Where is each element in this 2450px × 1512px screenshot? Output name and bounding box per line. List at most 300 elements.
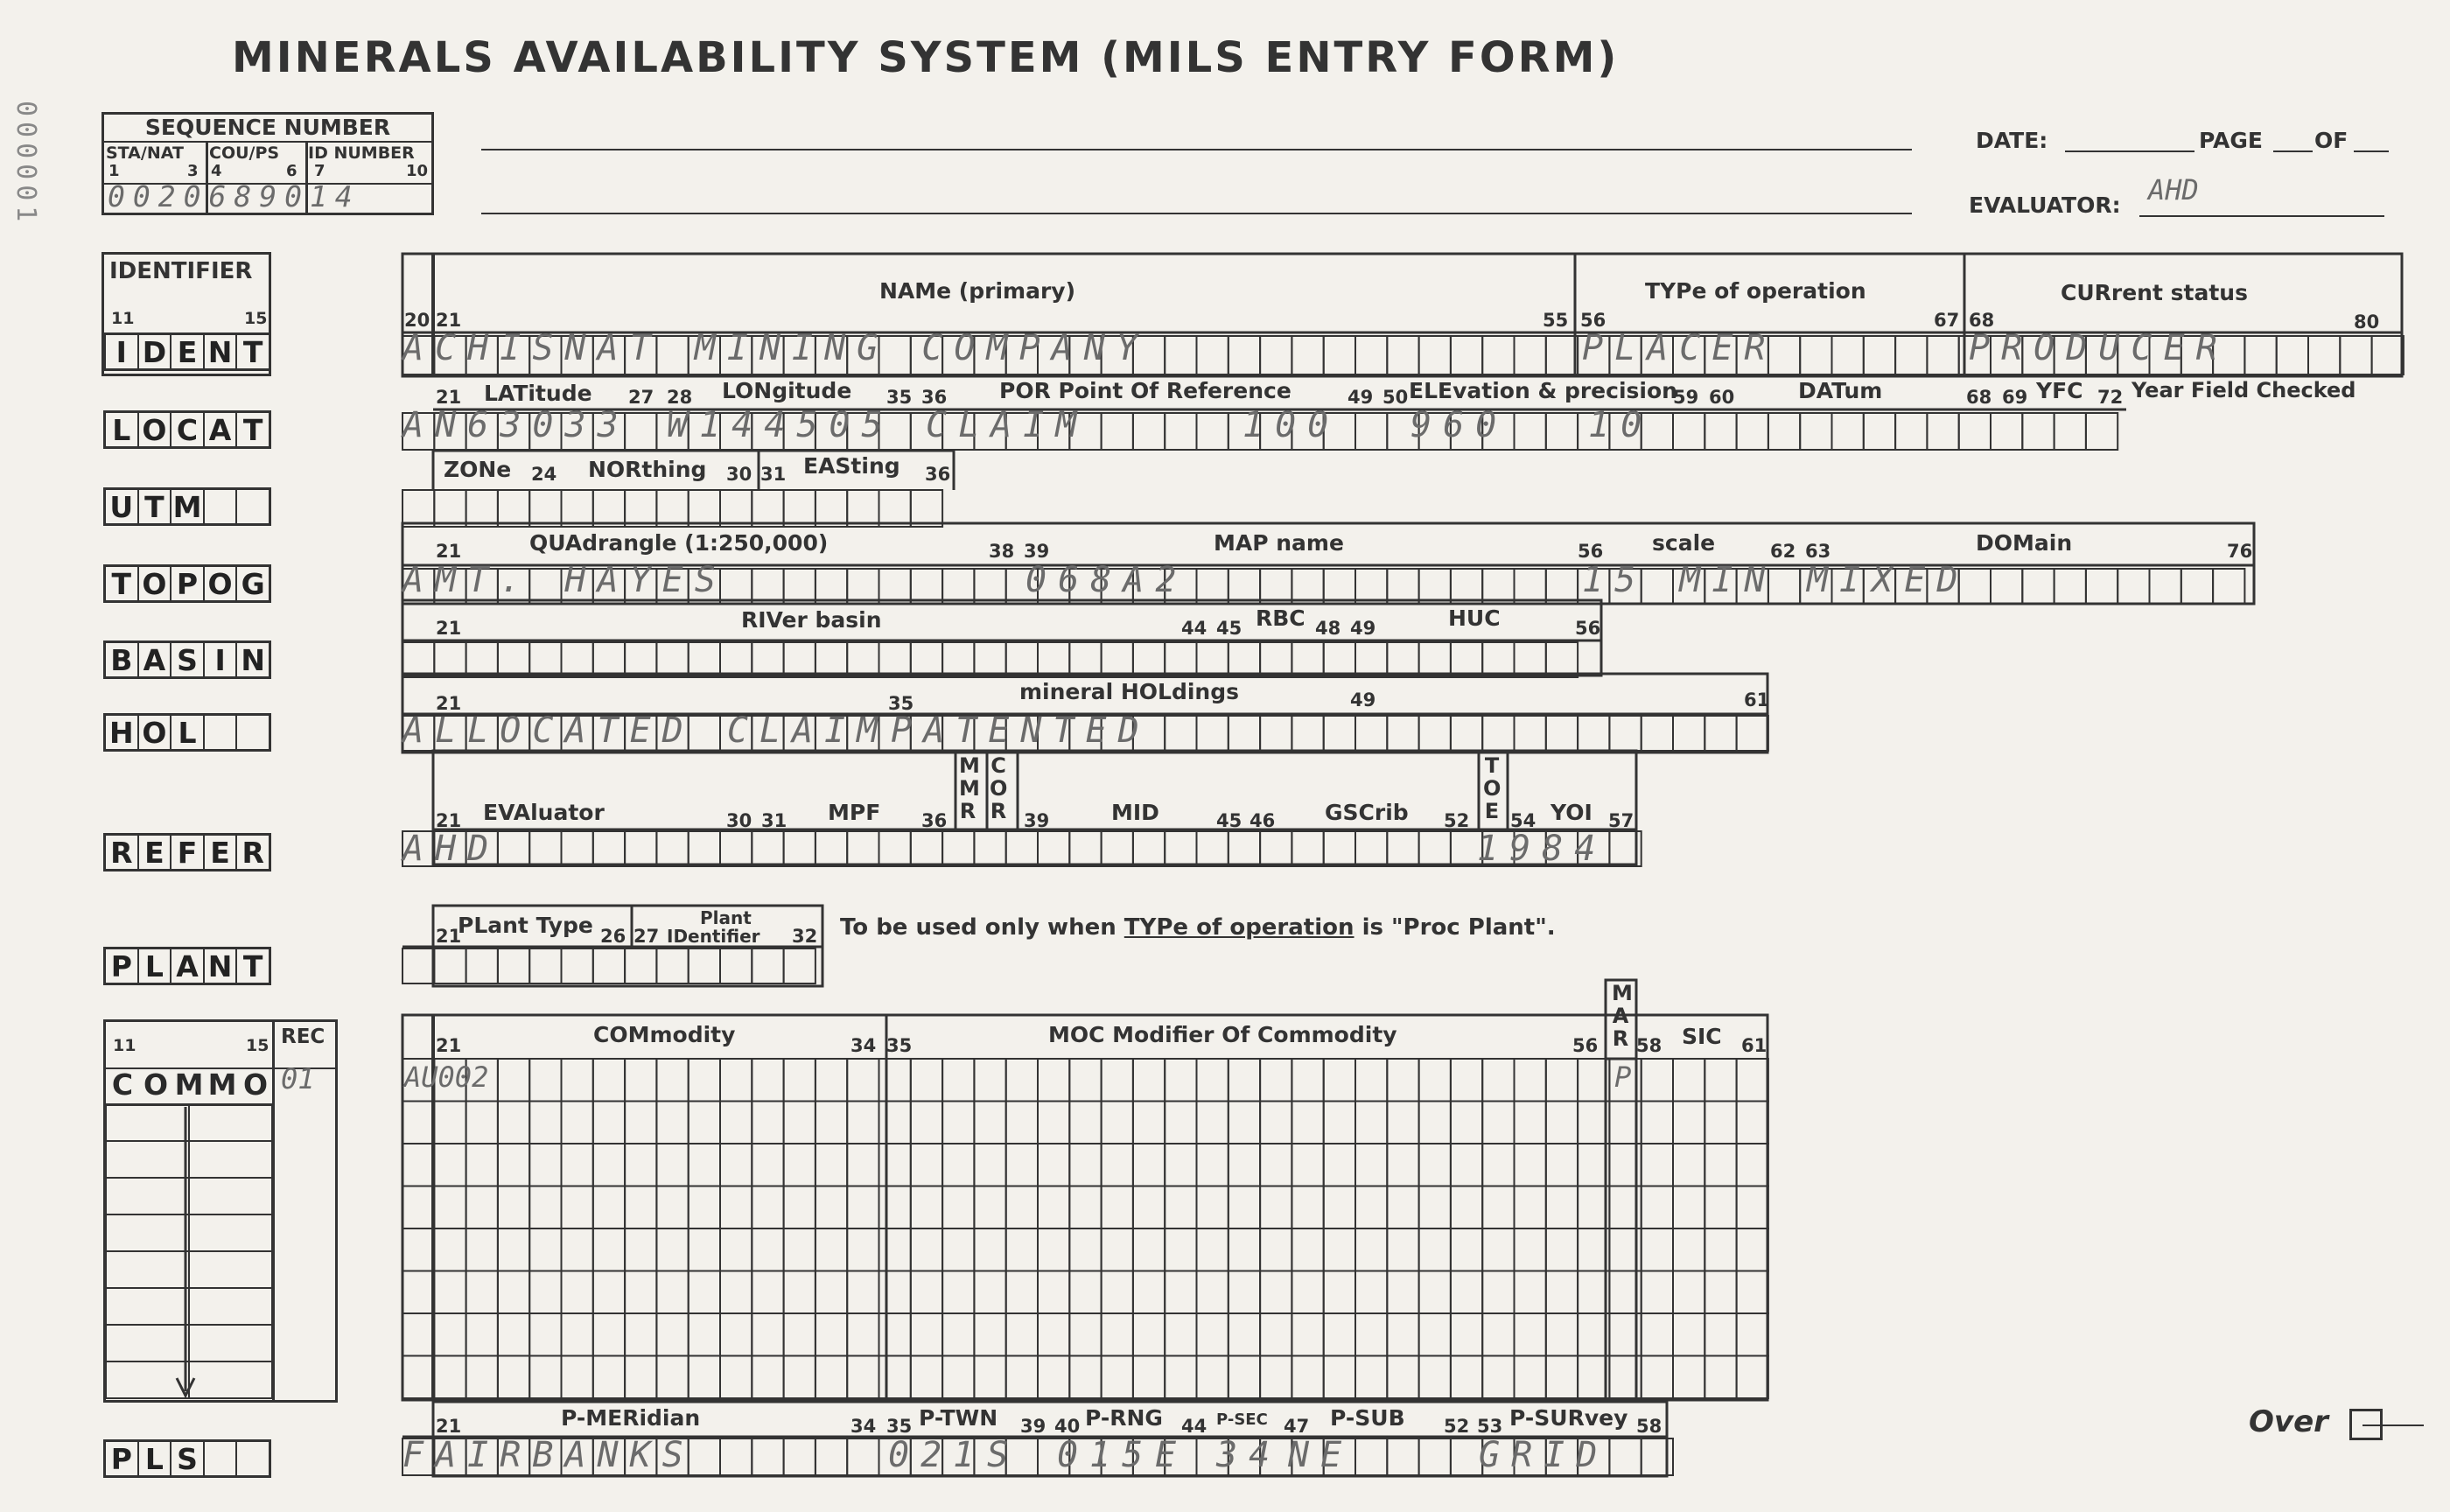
cell[interactable] (593, 948, 625, 984)
cell[interactable] (784, 1144, 816, 1186)
cell[interactable] (1069, 1228, 1101, 1271)
cell[interactable] (1704, 1186, 1736, 1229)
cell[interactable] (656, 642, 688, 677)
cell[interactable] (434, 642, 466, 677)
cell[interactable] (879, 1228, 911, 1271)
cell[interactable] (1165, 336, 1196, 374)
cell[interactable] (752, 831, 783, 866)
cell[interactable] (1546, 642, 1578, 677)
cell[interactable] (593, 1313, 625, 1356)
cell[interactable] (434, 1356, 466, 1399)
cell[interactable] (1546, 1356, 1578, 1399)
cell[interactable] (911, 642, 942, 677)
cell[interactable] (529, 1313, 561, 1356)
cell[interactable] (689, 948, 720, 984)
cell[interactable] (189, 1178, 272, 1214)
cell[interactable] (656, 831, 688, 866)
cell[interactable] (1292, 1313, 1323, 1356)
cell[interactable] (1673, 1059, 1704, 1102)
cell[interactable] (1197, 831, 1228, 866)
cell[interactable] (1515, 1356, 1546, 1399)
cell[interactable] (1133, 831, 1165, 866)
cell[interactable] (1387, 1059, 1418, 1102)
cell[interactable] (1704, 1102, 1736, 1144)
cell[interactable] (466, 1356, 498, 1399)
cell[interactable] (879, 1356, 911, 1399)
cell[interactable] (689, 1356, 720, 1399)
cell[interactable] (1451, 1356, 1482, 1399)
cell[interactable] (911, 1228, 942, 1271)
cell[interactable] (720, 1059, 752, 1102)
cell[interactable] (434, 1313, 466, 1356)
cell[interactable] (942, 831, 974, 866)
cell[interactable] (1387, 1186, 1418, 1229)
cell[interactable] (1197, 1313, 1228, 1356)
cell[interactable] (498, 831, 529, 866)
cell[interactable] (1069, 831, 1101, 866)
cell[interactable] (1197, 716, 1228, 751)
cell[interactable] (1260, 1144, 1292, 1186)
cell[interactable] (1451, 1313, 1482, 1356)
cell[interactable] (402, 1271, 434, 1314)
cell[interactable] (1006, 1144, 1038, 1186)
cell[interactable] (656, 490, 688, 527)
cell[interactable] (1546, 413, 1578, 450)
cell[interactable] (2244, 336, 2276, 374)
cell[interactable] (1355, 1271, 1387, 1314)
cell[interactable] (1355, 569, 1387, 604)
cell[interactable] (1197, 1271, 1228, 1314)
cell[interactable] (1387, 1313, 1418, 1356)
cell[interactable] (784, 569, 816, 604)
cell[interactable] (402, 600, 1601, 676)
cell[interactable] (1228, 569, 1260, 604)
cell[interactable] (1419, 1102, 1451, 1144)
cell[interactable] (1419, 642, 1451, 677)
cell[interactable] (1355, 1186, 1387, 1229)
cell[interactable] (1228, 642, 1260, 677)
cell[interactable] (1355, 642, 1387, 677)
cell[interactable] (1324, 1271, 1355, 1314)
cell[interactable] (784, 642, 816, 677)
cell[interactable] (1102, 1356, 1133, 1399)
cell[interactable] (1482, 1059, 1514, 1102)
cell[interactable] (466, 1144, 498, 1186)
cell[interactable] (1515, 642, 1546, 677)
cell[interactable] (1387, 569, 1418, 604)
cell[interactable] (562, 1356, 593, 1399)
cell[interactable] (1387, 831, 1418, 866)
cell[interactable] (1737, 1228, 1768, 1271)
cell[interactable] (189, 1325, 272, 1362)
cell[interactable] (1515, 1228, 1546, 1271)
cell[interactable] (1292, 1144, 1323, 1186)
cell[interactable] (1737, 1271, 1768, 1314)
cell[interactable] (1800, 336, 1831, 374)
cell[interactable] (752, 1438, 783, 1475)
cell[interactable] (942, 1186, 974, 1229)
cell[interactable] (434, 948, 466, 984)
cell[interactable] (1704, 1356, 1736, 1399)
cell[interactable] (752, 642, 783, 677)
cell[interactable] (562, 1313, 593, 1356)
cell[interactable] (1642, 1313, 1673, 1356)
cell[interactable] (1260, 1102, 1292, 1144)
cell[interactable] (1069, 1271, 1101, 1314)
cell[interactable] (1704, 1313, 1736, 1356)
cell[interactable] (879, 569, 911, 604)
cell[interactable] (1165, 716, 1196, 751)
cell[interactable] (1927, 336, 1958, 374)
cell[interactable] (402, 1313, 434, 1356)
cell[interactable] (402, 490, 434, 527)
cell[interactable] (1133, 1356, 1165, 1399)
cell[interactable] (1832, 413, 1864, 450)
cell[interactable] (1228, 1228, 1260, 1271)
cell[interactable] (1324, 716, 1355, 751)
cell[interactable] (1197, 336, 1228, 374)
cell[interactable] (1864, 413, 1895, 450)
cell[interactable] (1704, 716, 1736, 751)
cell[interactable] (879, 490, 911, 527)
cell[interactable] (1642, 1186, 1673, 1229)
cell[interactable] (434, 1228, 466, 1271)
cell[interactable] (1515, 1059, 1546, 1102)
cell[interactable] (1419, 569, 1451, 604)
cell[interactable] (1069, 1102, 1101, 1144)
cell[interactable] (1546, 716, 1578, 751)
cell[interactable] (1133, 1059, 1165, 1102)
cell[interactable] (593, 1059, 625, 1102)
cell[interactable] (847, 1102, 878, 1144)
cell[interactable] (1673, 1228, 1704, 1271)
cell[interactable] (1228, 1356, 1260, 1399)
cell[interactable] (1260, 1356, 1292, 1399)
cell[interactable] (942, 1313, 974, 1356)
cell[interactable] (784, 948, 816, 984)
cell[interactable] (466, 642, 498, 677)
cell[interactable] (689, 1102, 720, 1144)
cell[interactable] (498, 490, 529, 527)
cell[interactable] (2213, 569, 2244, 604)
cell[interactable] (1292, 642, 1323, 677)
cell[interactable] (784, 1102, 816, 1144)
cell[interactable] (1165, 1356, 1196, 1399)
cell[interactable] (1482, 1271, 1514, 1314)
cell[interactable] (1006, 1356, 1038, 1399)
cell[interactable] (529, 1144, 561, 1186)
cell[interactable] (1228, 1144, 1260, 1186)
cell[interactable] (2086, 413, 2118, 450)
cell[interactable] (1197, 413, 1228, 450)
cell[interactable] (529, 1102, 561, 1144)
cell[interactable] (1260, 1059, 1292, 1102)
cell[interactable] (784, 1356, 816, 1399)
cell[interactable] (752, 1059, 783, 1102)
cell[interactable] (1387, 1102, 1418, 1144)
cell[interactable] (1102, 413, 1133, 450)
cell[interactable] (2277, 336, 2308, 374)
cell[interactable] (1451, 1102, 1482, 1144)
cell[interactable] (562, 490, 593, 527)
cell[interactable] (816, 1144, 847, 1186)
cell[interactable] (1197, 642, 1228, 677)
cell[interactable] (625, 1356, 656, 1399)
cell[interactable] (1609, 716, 1641, 751)
cell[interactable] (1292, 1356, 1323, 1399)
cell[interactable] (2181, 569, 2213, 604)
cell[interactable] (847, 1438, 878, 1475)
cell[interactable] (1673, 1271, 1704, 1314)
cell[interactable] (1260, 716, 1292, 751)
cell[interactable] (752, 1144, 783, 1186)
cell[interactable] (1737, 1186, 1768, 1229)
cell[interactable] (689, 1271, 720, 1314)
cell[interactable] (911, 1102, 942, 1144)
cell[interactable] (1324, 1186, 1355, 1229)
cell[interactable] (911, 1271, 942, 1314)
cell[interactable] (433, 751, 1636, 864)
cell[interactable] (1038, 1313, 1069, 1356)
cell[interactable] (974, 1144, 1005, 1186)
cell[interactable] (1069, 1186, 1101, 1229)
cell[interactable] (593, 1228, 625, 1271)
cell[interactable] (189, 1214, 272, 1251)
cell[interactable] (1737, 1144, 1768, 1186)
cell[interactable] (720, 1271, 752, 1314)
cell[interactable] (1069, 1313, 1101, 1356)
cell[interactable] (1451, 336, 1482, 374)
cell[interactable] (816, 642, 847, 677)
cell[interactable] (784, 1186, 816, 1229)
cell[interactable] (1102, 1102, 1133, 1144)
cell[interactable] (1419, 1059, 1451, 1102)
cell[interactable] (974, 1271, 1005, 1314)
cell[interactable] (593, 831, 625, 866)
cell[interactable] (1768, 413, 1800, 450)
cell[interactable] (1451, 1144, 1482, 1186)
cell[interactable] (2086, 569, 2118, 604)
cell[interactable] (1133, 1313, 1165, 1356)
cell[interactable] (1197, 1144, 1228, 1186)
cell[interactable] (720, 1438, 752, 1475)
cell[interactable] (1387, 1356, 1418, 1399)
cell[interactable] (1737, 716, 1768, 751)
cell[interactable] (1197, 1059, 1228, 1102)
cell[interactable] (562, 1144, 593, 1186)
cell[interactable] (974, 1059, 1005, 1102)
cell[interactable] (974, 1186, 1005, 1229)
cell[interactable] (1482, 569, 1514, 604)
cell[interactable] (1515, 716, 1546, 751)
cell[interactable] (1102, 642, 1133, 677)
cell[interactable] (1515, 1313, 1546, 1356)
cell[interactable] (1387, 1438, 1418, 1475)
cell[interactable] (1006, 1313, 1038, 1356)
cell[interactable] (529, 1186, 561, 1229)
cell[interactable] (1355, 1144, 1387, 1186)
cell[interactable] (847, 831, 878, 866)
cell[interactable] (816, 569, 847, 604)
cell[interactable] (752, 569, 783, 604)
cell[interactable] (593, 490, 625, 527)
cell[interactable] (1038, 1356, 1069, 1399)
cell[interactable] (1102, 1271, 1133, 1314)
cell[interactable] (1419, 1271, 1451, 1314)
cell[interactable] (1387, 1228, 1418, 1271)
cell[interactable] (879, 1313, 911, 1356)
cell[interactable] (1673, 413, 1704, 450)
cell[interactable] (593, 1102, 625, 1144)
cell[interactable] (1737, 1313, 1768, 1356)
cell[interactable] (720, 831, 752, 866)
cell[interactable] (1515, 1102, 1546, 1144)
cell[interactable] (625, 490, 656, 527)
cell[interactable] (1387, 642, 1418, 677)
cell[interactable] (847, 1356, 878, 1399)
cell[interactable] (1895, 336, 1927, 374)
cell[interactable] (1006, 1102, 1038, 1144)
cell[interactable] (1324, 1059, 1355, 1102)
cell[interactable] (498, 642, 529, 677)
cell[interactable] (752, 1271, 783, 1314)
cell[interactable] (1482, 336, 1514, 374)
cell[interactable] (498, 1059, 529, 1102)
cell[interactable] (189, 1362, 272, 1398)
cell[interactable] (816, 1228, 847, 1271)
cell[interactable] (974, 831, 1005, 866)
cell[interactable] (1260, 1186, 1292, 1229)
cell[interactable] (1133, 1271, 1165, 1314)
cell[interactable] (466, 1102, 498, 1144)
cell[interactable] (911, 831, 942, 866)
cell[interactable] (1165, 413, 1196, 450)
cell[interactable] (1673, 1313, 1704, 1356)
cell[interactable] (1165, 1186, 1196, 1229)
cell[interactable] (1324, 1102, 1355, 1144)
cell[interactable] (879, 1186, 911, 1229)
cell[interactable] (1704, 1271, 1736, 1314)
cell[interactable] (1133, 642, 1165, 677)
cell[interactable] (2308, 336, 2340, 374)
cell[interactable] (1102, 1059, 1133, 1102)
cell[interactable] (498, 1102, 529, 1144)
cell[interactable] (1069, 1059, 1101, 1102)
cell[interactable] (2022, 569, 2054, 604)
cell[interactable] (1546, 1144, 1578, 1186)
cell[interactable] (593, 642, 625, 677)
cell[interactable] (1800, 413, 1831, 450)
cell[interactable] (466, 1271, 498, 1314)
cell[interactable] (720, 1313, 752, 1356)
cell[interactable] (911, 1356, 942, 1399)
cell[interactable] (1006, 1059, 1038, 1102)
cell[interactable] (1197, 1356, 1228, 1399)
cell[interactable] (1546, 336, 1578, 374)
cell[interactable] (656, 1186, 688, 1229)
cell[interactable] (1228, 1313, 1260, 1356)
cell[interactable] (1165, 1102, 1196, 1144)
cell[interactable] (1324, 1144, 1355, 1186)
cell[interactable] (1673, 1144, 1704, 1186)
cell[interactable] (402, 642, 434, 677)
cell[interactable] (402, 1356, 434, 1399)
cell[interactable] (720, 1102, 752, 1144)
cell[interactable] (816, 1438, 847, 1475)
cell[interactable] (1737, 1356, 1768, 1399)
cell[interactable] (816, 831, 847, 866)
cell[interactable] (1038, 1271, 1069, 1314)
cell[interactable] (1546, 1271, 1578, 1314)
cell[interactable] (2372, 336, 2404, 374)
cell[interactable] (1069, 1144, 1101, 1186)
cell[interactable] (1165, 1059, 1196, 1102)
cell[interactable] (879, 1144, 911, 1186)
cell[interactable] (498, 1271, 529, 1314)
cell[interactable] (593, 1271, 625, 1314)
cell[interactable] (1165, 1313, 1196, 1356)
cell[interactable] (402, 948, 434, 984)
cell[interactable] (1451, 1438, 1482, 1475)
cell[interactable] (1515, 336, 1546, 374)
cell[interactable] (1355, 1059, 1387, 1102)
cell[interactable] (402, 1186, 434, 1229)
cell[interactable] (847, 642, 878, 677)
cell[interactable] (689, 1313, 720, 1356)
cell[interactable] (656, 1356, 688, 1399)
cell[interactable] (879, 1102, 911, 1144)
cell[interactable] (942, 1059, 974, 1102)
cell[interactable] (942, 1271, 974, 1314)
cell[interactable] (847, 1313, 878, 1356)
cell[interactable] (847, 1059, 878, 1102)
cell[interactable] (689, 642, 720, 677)
cell[interactable] (1133, 413, 1165, 450)
cell[interactable] (1515, 413, 1546, 450)
cell[interactable] (562, 1102, 593, 1144)
cell[interactable] (942, 642, 974, 677)
cell[interactable] (1482, 1102, 1514, 1144)
cell[interactable] (1991, 569, 2022, 604)
cell[interactable] (1959, 413, 1991, 450)
cell[interactable] (752, 1102, 783, 1144)
cell[interactable] (1387, 716, 1418, 751)
cell[interactable] (816, 1186, 847, 1229)
cell[interactable] (720, 642, 752, 677)
cell[interactable] (847, 1144, 878, 1186)
cell[interactable] (1038, 1144, 1069, 1186)
cell[interactable] (402, 1102, 434, 1144)
cell[interactable] (689, 1228, 720, 1271)
cell[interactable] (847, 490, 878, 527)
cell[interactable] (1546, 1186, 1578, 1229)
cell[interactable] (1451, 1228, 1482, 1271)
cell[interactable] (593, 1186, 625, 1229)
cell[interactable] (1038, 642, 1069, 677)
cell[interactable] (529, 1271, 561, 1314)
cell[interactable] (466, 1186, 498, 1229)
cell[interactable] (942, 1228, 974, 1271)
cell[interactable] (625, 948, 656, 984)
cell[interactable] (1324, 336, 1355, 374)
cell[interactable] (911, 569, 942, 604)
cell[interactable] (784, 1438, 816, 1475)
cell[interactable] (689, 831, 720, 866)
cell[interactable] (1451, 716, 1482, 751)
cell[interactable] (816, 1271, 847, 1314)
cell[interactable] (1292, 716, 1323, 751)
cell[interactable] (1419, 1356, 1451, 1399)
